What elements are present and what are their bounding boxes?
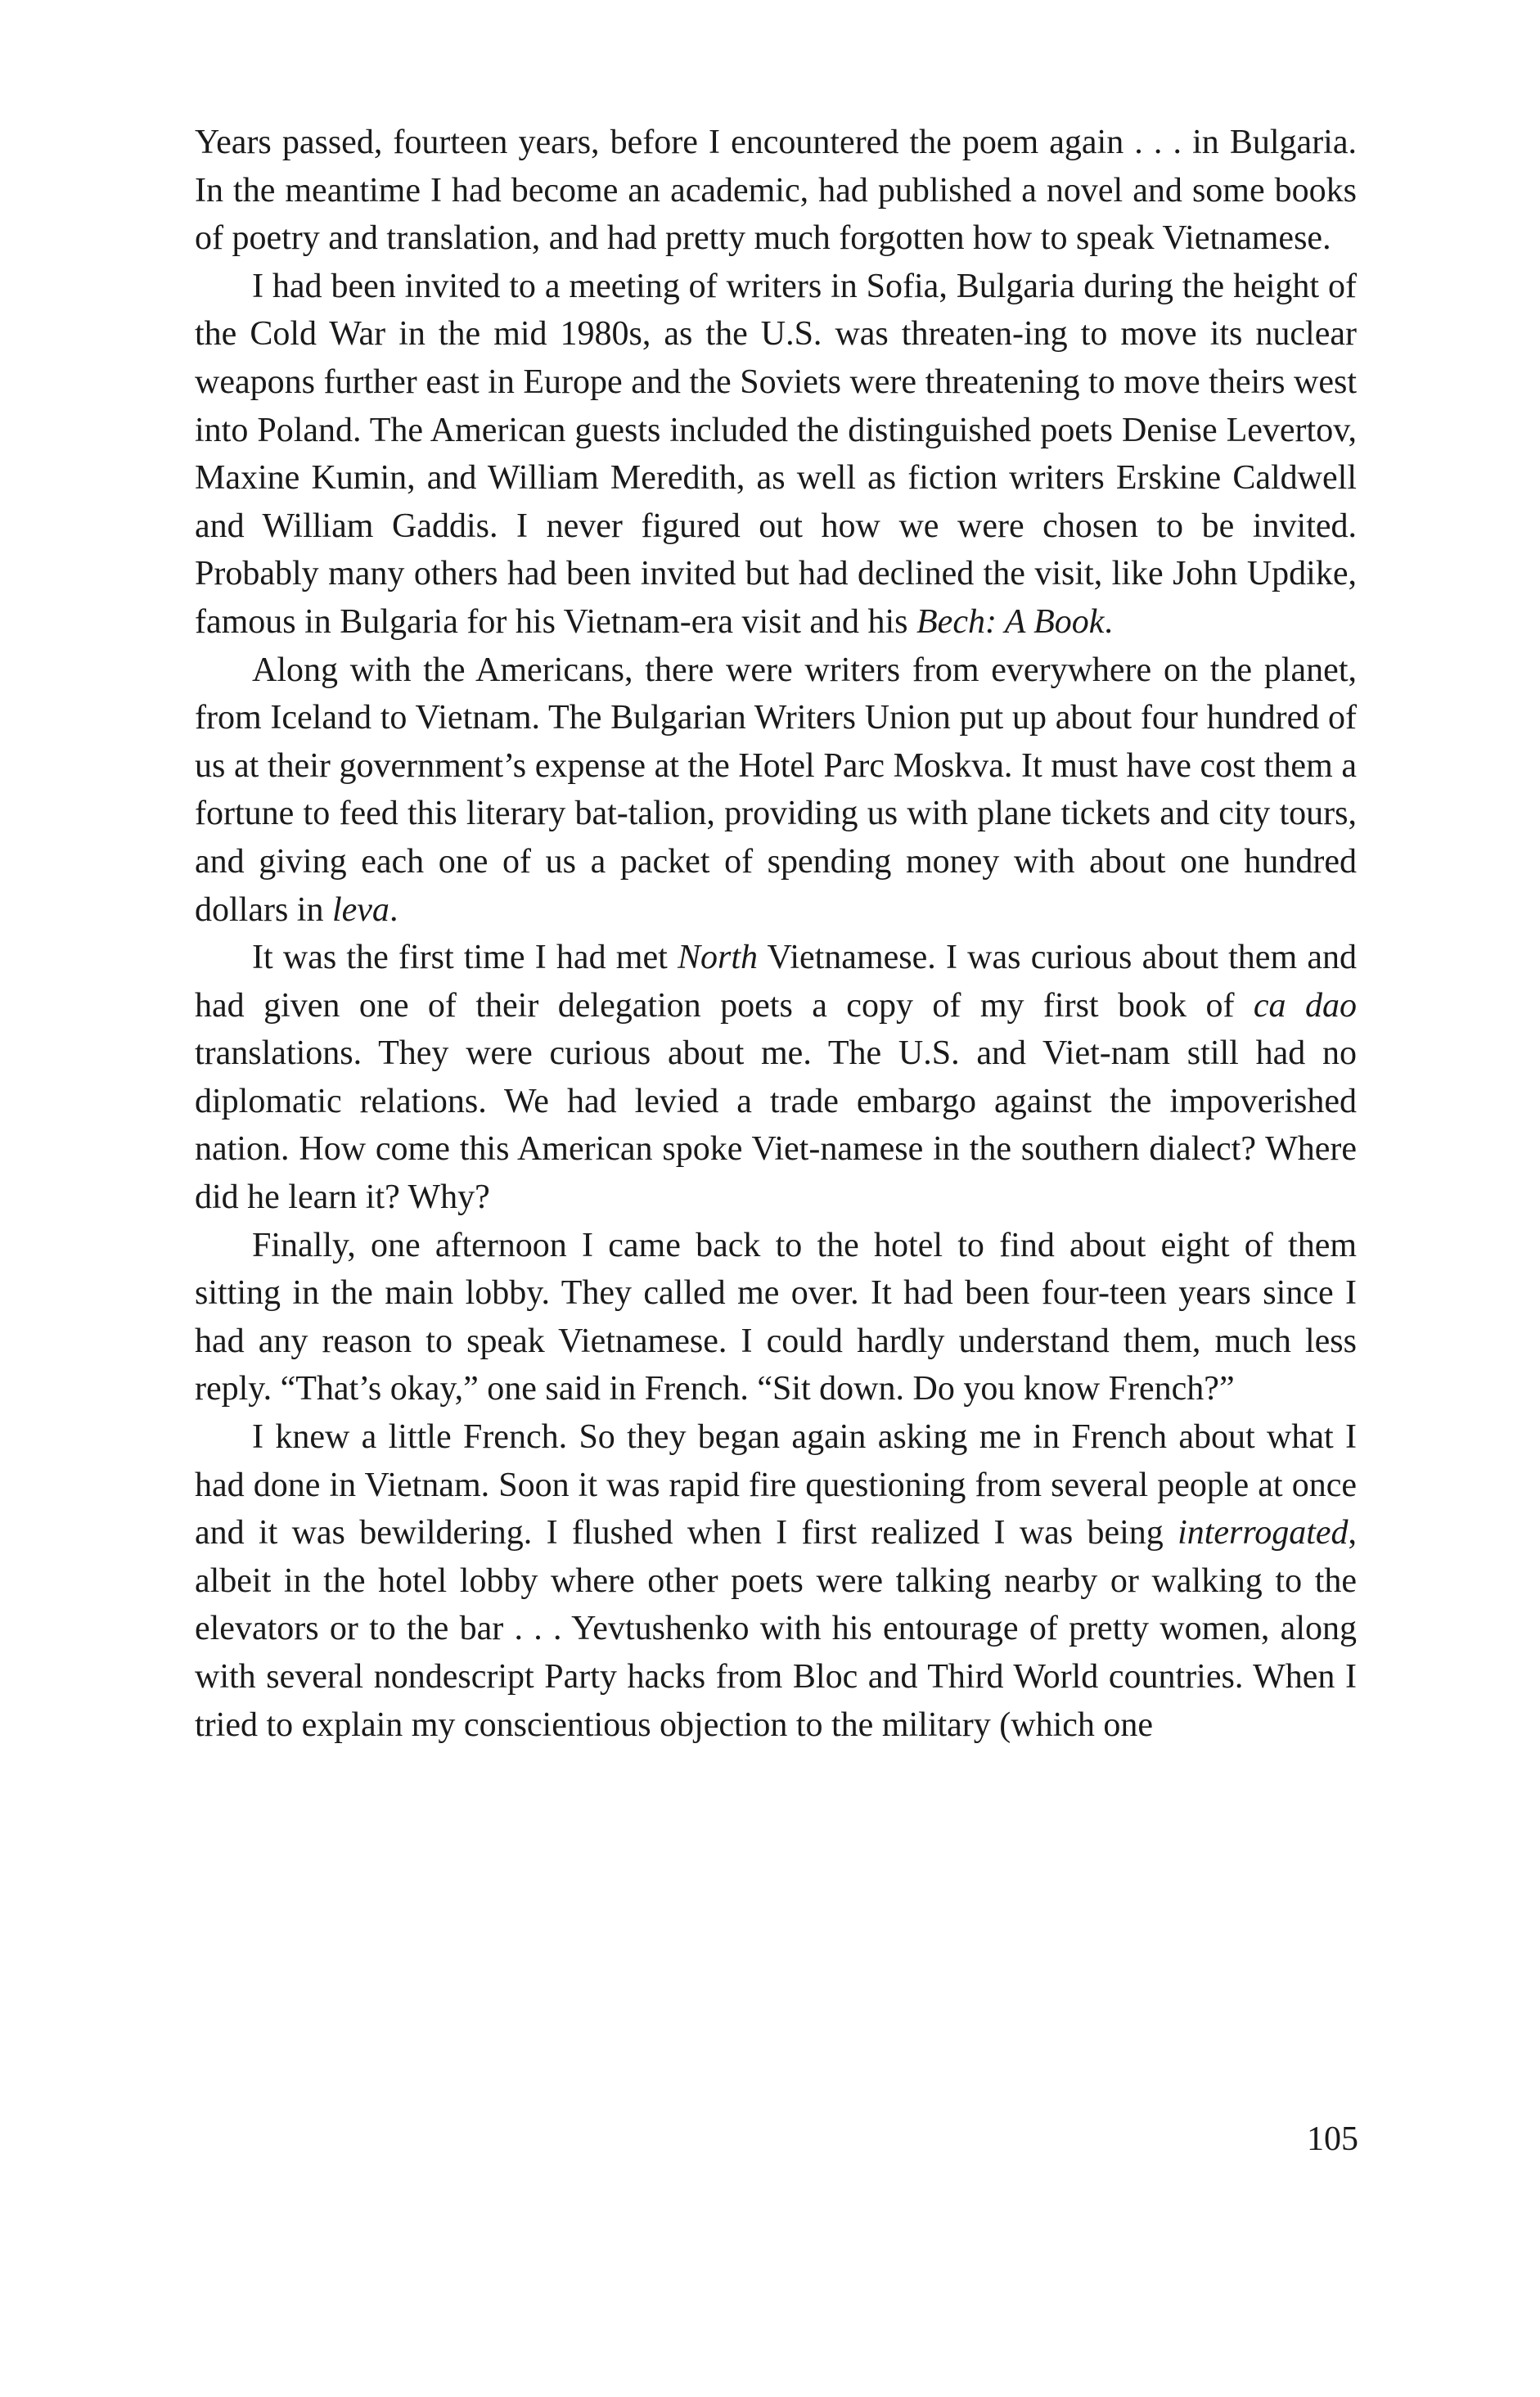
paragraph-p3 (195, 647, 1357, 935)
body-text (195, 119, 1357, 1749)
italic-text: North (678, 939, 759, 977)
text-run: translations. They were curious about me. The U.S. and Viet-nam still had no diplomatic relations. We had levied a trade embargo against the impoverished nation. How come this American spoke Viet-namese in the southern dialect? Where did he learn it? Why? (195, 1034, 1357, 1217)
text-run: . (1104, 602, 1113, 641)
italic-text: ca dao (1253, 986, 1357, 1025)
text-run: Finally, one afternoon I came back to the hotel to find about eight of them sitting in the main lobby. They called me over. It had been four-teen years since I had any reason to speak Vietnamese. I could hardly understand them, much less reply. “That’s okay,” one said in French. “Sit down. Do you know French?” (195, 1226, 1357, 1408)
text-run: Vietnamese. I was curious about them and had given one of their delegation poets a copy of my first book of (195, 939, 1357, 1025)
paragraph-p5 (195, 1222, 1357, 1413)
text-run: . (389, 890, 399, 929)
text-run: I had been invited to a meeting of writers in Sofia, Bulgaria during the height of the Cold War in the mid 1980s, as the U.S. was threaten-ing to move its nuclear weapons further east in Europe and the Soviets were threatening to move theirs west into Poland. The American guests included the distinguished poets Denise Levertov, Maxine Kumin, and William Meredith, as well as fiction writers Erskine Caldwell and William Gaddis. I never figured out how we were chosen to be invited. Probably many others had been invited but had declined the visit, like John Updike, famous in Bulgaria for his Vietnam-era visit and his (195, 267, 1357, 641)
paragraph-p1 (195, 119, 1357, 263)
paragraph-p2 (195, 263, 1357, 647)
italic-text: interrogated (1178, 1514, 1349, 1552)
text-run: Years passed, fourteen years, before I encountered the poem again . . . in Bulgaria. In the meantime I had become an academic, had published a novel and some books of poetry and translation, and had pretty much forgotten how to speak Vietnamese. (195, 124, 1357, 258)
italic-text: Bech: A Book (916, 602, 1105, 641)
text-run: , albeit in the hotel lobby where other poets were talking nearby or walking to the elevators or to the bar . . . Yevtushenko with his entourage of pretty women, along with several nondescript Party hacks from Bloc and Third World countries. When I tried to explain my conscientious objection to the military (which one (195, 1514, 1357, 1744)
text-run: I knew a little French. So they began again asking me in French about what I had done in Vietnam. Soon it was rapid fire questioning from several people at once and it was bewildering. I flushed when I first realized I was being (195, 1418, 1357, 1552)
text-run: Along with the Americans, there were writers from everywhere on the planet, from Iceland to Vietnam. The Bulgarian Writers Union put up about four hundred of us at their government’s expense at the Hotel Parc Moskva. It must have cost them a fortune to feed this literary bat-talion, providing us with plane tickets and city tours, and giving each one of us a packet of spending money with about one hundred dollars in (195, 651, 1357, 929)
page-number: 105 (1307, 2120, 1358, 2158)
text-run: It was the first time I had met (252, 939, 678, 977)
paragraph-p4 (195, 934, 1357, 1222)
paragraph-p6 (195, 1413, 1357, 1749)
italic-text: leva (331, 890, 390, 929)
